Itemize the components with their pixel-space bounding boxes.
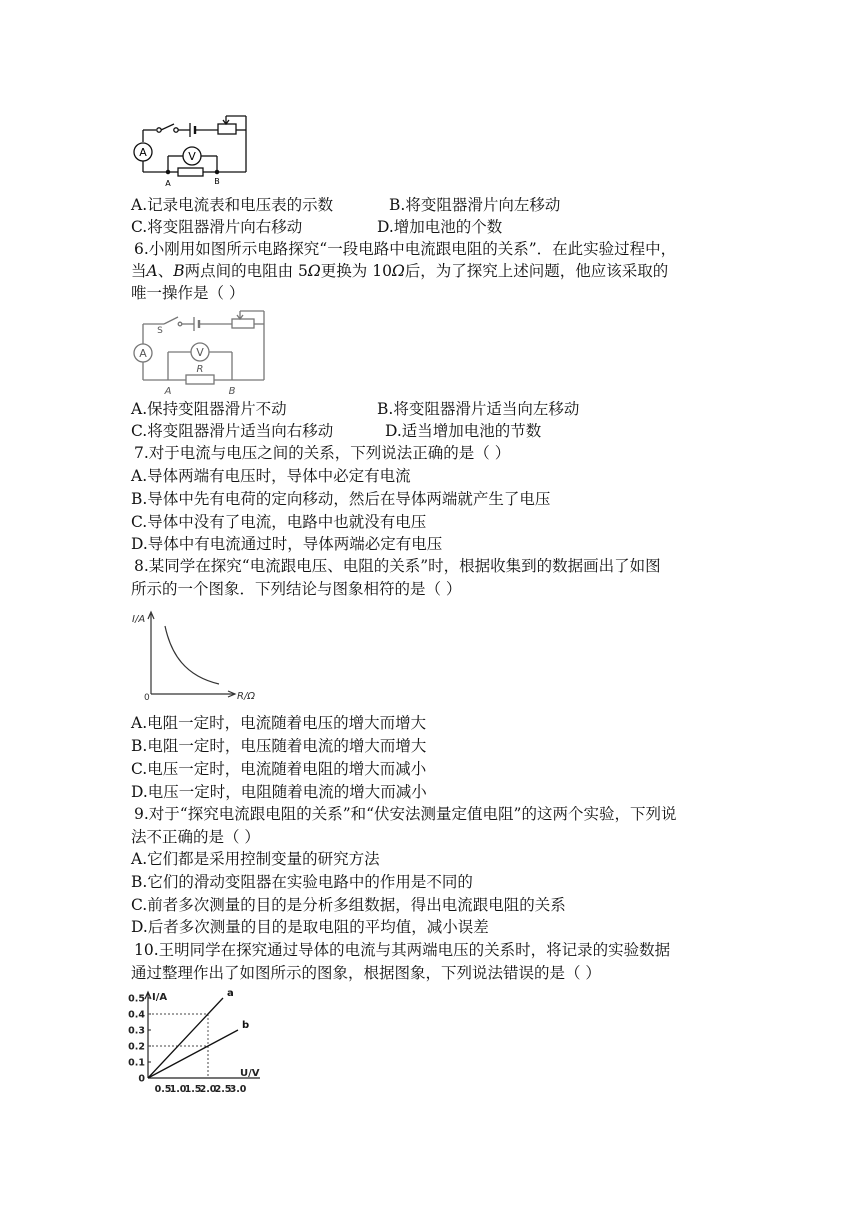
point-b-label: B (228, 386, 236, 397)
q6-text: 两点间的电阻由 5 (184, 262, 308, 280)
q8-stem-line2: 所示的一个图象．下列结论与图象相符的是（ ） (131, 580, 462, 598)
y-axis-label: I/A (152, 992, 168, 1003)
q6-stem-line3: 唯一操作是（ ） (131, 284, 245, 302)
series-b-label: b (242, 1020, 250, 1031)
q6-ohm: Ω (307, 262, 321, 280)
x-tick-label: 0.5 (154, 1084, 172, 1095)
q6-point-b: B (173, 262, 185, 280)
x-tick-label: 2.5 (214, 1084, 232, 1095)
q8-option-b[interactable]: B.电阻一定时，电压随着电流的增大而增大 (131, 737, 427, 755)
y-tick-label: 0.3 (128, 1025, 145, 1037)
switch-label: S (157, 326, 163, 336)
x-axis-label: R/Ω (237, 691, 255, 702)
voltmeter-label: V (196, 346, 204, 359)
q9-option-a[interactable]: A.它们都是采用控制变量的研究方法 (131, 850, 380, 868)
q10-stem-line2: 通过整理作出了如图所示的图象，根据图象，下列说法错误的是（ ） (131, 964, 601, 982)
q9-option-b[interactable]: B.它们的滑动变阻器在实验电路中的作用是不同的 (131, 873, 473, 891)
q9-option-d[interactable]: D.后者多次测量的目的是取电阻的平均值，减小误差 (131, 918, 489, 936)
resistor-label: R (196, 364, 204, 375)
q7-stem: 7.对于电流与电压之间的关系，下列说法正确的是（ ） (134, 444, 511, 462)
q10-stem-line1: 10.王明同学在探究通过导体的电流与其两端电压的关系时，将记录的实验数据 (134, 941, 671, 959)
q7-option-b[interactable]: B.导体中先有电荷的定向移动，然后在导体两端就产生了电压 (131, 490, 551, 508)
q7-option-a[interactable]: A.导体两端有电压时，导体中必定有电流 (131, 467, 411, 485)
x-tick-label: 2.0 (199, 1084, 217, 1095)
q7-option-c[interactable]: C.导体中没有了电流，电路中也就没有电压 (131, 513, 427, 531)
y-tick-label: 0 (138, 1073, 145, 1085)
q8-option-d[interactable]: D.电压一定时，电阻随着电流的增大而减小 (131, 783, 427, 801)
series-b-line (148, 1030, 238, 1078)
q6-text: 当 (131, 262, 147, 280)
q9-stem-line1: 9.对于“探究电流跟电阻的关系”和“伏安法测量定值电阻”的这两个实验，下列说 (134, 805, 677, 823)
q6-ohm: Ω (391, 262, 405, 280)
q8-graph (127, 606, 267, 702)
q7-option-d[interactable]: D.导体中有电流通过时，导体两端必定有电压 (131, 535, 443, 553)
series-a-label: a (227, 988, 234, 999)
y-tick-label: 0.1 (128, 1057, 145, 1069)
ammeter-label: A (139, 146, 147, 159)
q10-graph (128, 988, 268, 1098)
q8-option-c[interactable]: C.电压一定时，电流随着电阻的增大而减小 (131, 760, 427, 778)
q5-option-a[interactable]: A.记录电流表和电压表的示数 (131, 196, 334, 214)
q5-option-d[interactable]: D.增加电池的个数 (377, 218, 503, 236)
point-b-label: B (214, 177, 220, 186)
point-a-label: A (165, 179, 171, 188)
q9-option-c[interactable]: C.前者多次测量的目的是分析多组数据，得出电流跟电阻的关系 (131, 896, 566, 914)
q9-stem-line2: 法不正确的是（ ） (131, 828, 260, 846)
q8-stem-line1: 8.某同学在探究“电流跟电压、电阻的关系”时，根据收集到的数据画出了如图 (134, 557, 661, 575)
q6-option-b[interactable]: B.将变阻器滑片适当向左移动 (377, 400, 580, 418)
y-tick-label: 0.4 (128, 1009, 145, 1021)
x-tick-label: 3.0 (229, 1084, 247, 1095)
q6-option-a[interactable]: A.保持变阻器滑片不动 (131, 400, 287, 418)
q6-stem-line1: 6.小刚用如图所示电路探究“一段电路中电流跟电阻的关系”．在此实验过程中， (134, 240, 677, 258)
x-tick-label: 1.5 (184, 1084, 202, 1095)
q6-option-d[interactable]: D.适当增加电池的节数 (385, 422, 542, 440)
origin-label: 0 (144, 693, 150, 702)
q5-option-b[interactable]: B.将变阻器滑片向左移动 (389, 196, 561, 214)
q6-text: 更换为 10 (320, 262, 392, 280)
q5-option-c[interactable]: C.将变阻器滑片向右移动 (131, 218, 303, 236)
q8-option-a[interactable]: A.电阻一定时，电流随着电压的增大而增大 (131, 714, 427, 732)
x-tick-label: 1.0 (169, 1084, 187, 1095)
q6-text: 、 (157, 262, 174, 280)
voltmeter-label: V (188, 150, 196, 163)
ammeter-label: A (139, 347, 147, 360)
q5-circuit-diagram (130, 112, 252, 188)
q6-circuit-diagram (128, 306, 270, 398)
q6-text: 后，为了探究上述问题，他应该采取的 (404, 262, 669, 280)
point-a-label: A (164, 386, 172, 397)
q6-point-a: A (146, 262, 158, 280)
q6-stem-line2 (131, 260, 668, 282)
y-tick-label: 0.5 (128, 993, 145, 1005)
y-axis-label: I/A (132, 614, 146, 625)
inverse-curve (165, 626, 219, 684)
y-tick-label: 0.2 (128, 1041, 145, 1053)
q6-option-c[interactable]: C.将变阻器滑片适当向右移动 (131, 422, 334, 440)
x-axis-label: U/V (240, 1068, 260, 1079)
series-a-line (148, 998, 223, 1078)
